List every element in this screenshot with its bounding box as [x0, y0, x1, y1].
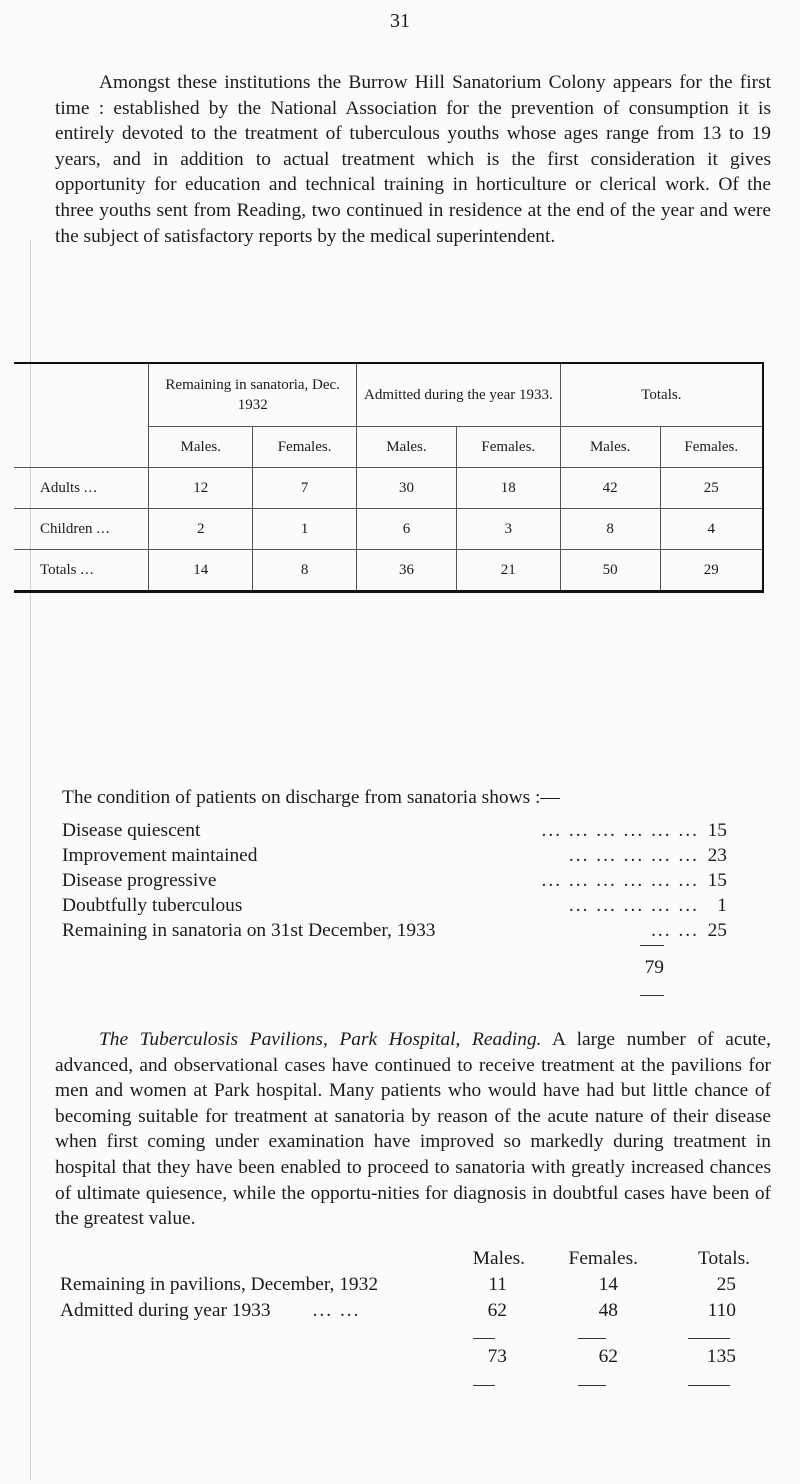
cell: 110 — [707, 1300, 736, 1321]
cell: 50 — [560, 550, 660, 592]
table-row — [14, 550, 763, 592]
group-header-remaining: Remaining in sanatoria, Dec. 1932 — [149, 363, 357, 427]
page-number: 31 — [390, 10, 410, 32]
cell: 8 — [253, 550, 357, 592]
sub-header: Males. — [357, 427, 457, 468]
cell: 62 — [487, 1300, 507, 1321]
sanatoria-table — [14, 362, 764, 593]
sum-rule — [473, 1385, 495, 1386]
sub-header: Females. — [456, 427, 560, 468]
sum-rule — [640, 945, 664, 946]
sub-header: Females. — [253, 427, 357, 468]
table-row — [14, 509, 763, 550]
pavilions-paragraph — [55, 1027, 771, 1232]
cell: 2 — [149, 509, 253, 550]
table-corner-lower — [14, 427, 149, 468]
cell: 42 — [560, 468, 660, 509]
group-header-admitted: Admitted during the year 1933. — [357, 363, 561, 427]
table-corner — [14, 363, 149, 427]
cell: 11 — [488, 1274, 507, 1295]
sub-header: Females. — [660, 427, 763, 468]
row-label: Children ... — [14, 509, 149, 550]
table-row — [14, 468, 763, 509]
sub-header: Males. — [560, 427, 660, 468]
sum-rule — [473, 1338, 495, 1339]
pavilions-title: The Tuberculosis Pavilions, Park Hospital, Reading. — [99, 1029, 542, 1050]
cell: 30 — [357, 468, 457, 509]
cell: 29 — [660, 550, 763, 592]
cell: 1 — [253, 509, 357, 550]
list-item: Doubtfully tuberculous ... ... ... ... ... 1 — [62, 895, 727, 916]
list-item: Disease quiescent ... ... ... ... ... ... 15 — [62, 820, 727, 841]
condition-list — [62, 818, 727, 943]
cell: 73 — [487, 1346, 507, 1367]
row-label: Remaining in pavilions, December, 1932 — [60, 1274, 379, 1295]
cell: 48 — [598, 1300, 618, 1321]
intro-text: Amongst these institutions the Burrow Hill Sanatorium Colony appears for the first time : established by the National Association for the prevention of consumption it is entirely devoted to the treatment of tuberculous youths whose ages range from 13 to 19 years, and in addition to actual treatment which is the first consideration it gives opportunity for education and technical training in horticulture or clerical work. Of the three youths sent from Reading, two continued in residence at the end of the year and were the subject of satisfactory reports by the medical superintendent. — [55, 72, 771, 247]
cell: 6 — [357, 509, 457, 550]
sum-rule — [688, 1338, 730, 1339]
list-item: Remaining in sanatoria on 31st December, 1933 ... ... 25 — [62, 920, 727, 941]
cell: 4 — [660, 509, 763, 550]
cell: 21 — [456, 550, 560, 592]
col-header: Females. — [568, 1248, 638, 1269]
cell: 8 — [560, 509, 660, 550]
list-item: Disease progressive ... ... ... ... ... ... 15 — [62, 870, 727, 891]
col-header: Males. — [472, 1248, 525, 1269]
row-label: Totals ... — [14, 550, 149, 592]
sum-rule — [688, 1385, 730, 1386]
pavilions-text: A large number of acute, advanced, and observational cases have continued to receive treatment at the pavilions for men and women at Park hospital. Many patients who would have had but little chance of becoming suitable for treatment at sanatoria by reason of the acute nature of their disease when first coming under examination have improved so markedly during treatment in hospital that they have been enabled to proceed to sanatoria with greatly increased chances of ultimate quiesence, while the opportu-nities for diagnosis in doubtful cases have been of the greatest value. — [55, 1029, 771, 1230]
cell: 14 — [598, 1274, 618, 1295]
list-item: Improvement maintained ... ... ... ... ... 23 — [62, 845, 727, 866]
sum-rule — [578, 1385, 606, 1386]
cell: 14 — [149, 550, 253, 592]
condition-intro: The condition of patients on discharge from sanatoria shows :— — [62, 787, 560, 808]
sum-rule — [578, 1338, 606, 1339]
intro-paragraph — [55, 70, 771, 249]
sum-rule — [640, 995, 664, 996]
cell: 7 — [253, 468, 357, 509]
cell: 135 — [706, 1346, 736, 1367]
cell: 25 — [716, 1274, 736, 1295]
cell: 12 — [149, 468, 253, 509]
group-header-totals: Totals. — [560, 363, 763, 427]
cell: 62 — [598, 1346, 618, 1367]
row-label: Adults ... — [14, 468, 149, 509]
col-header: Totals. — [698, 1248, 750, 1269]
cell: 25 — [660, 468, 763, 509]
cell: 36 — [357, 550, 457, 592]
cell: 3 — [456, 509, 560, 550]
cell: 18 — [456, 468, 560, 509]
condition-total: 79 — [644, 957, 664, 978]
row-label: Admitted during year 1933 ... ... — [60, 1300, 361, 1321]
sub-header: Males. — [149, 427, 253, 468]
